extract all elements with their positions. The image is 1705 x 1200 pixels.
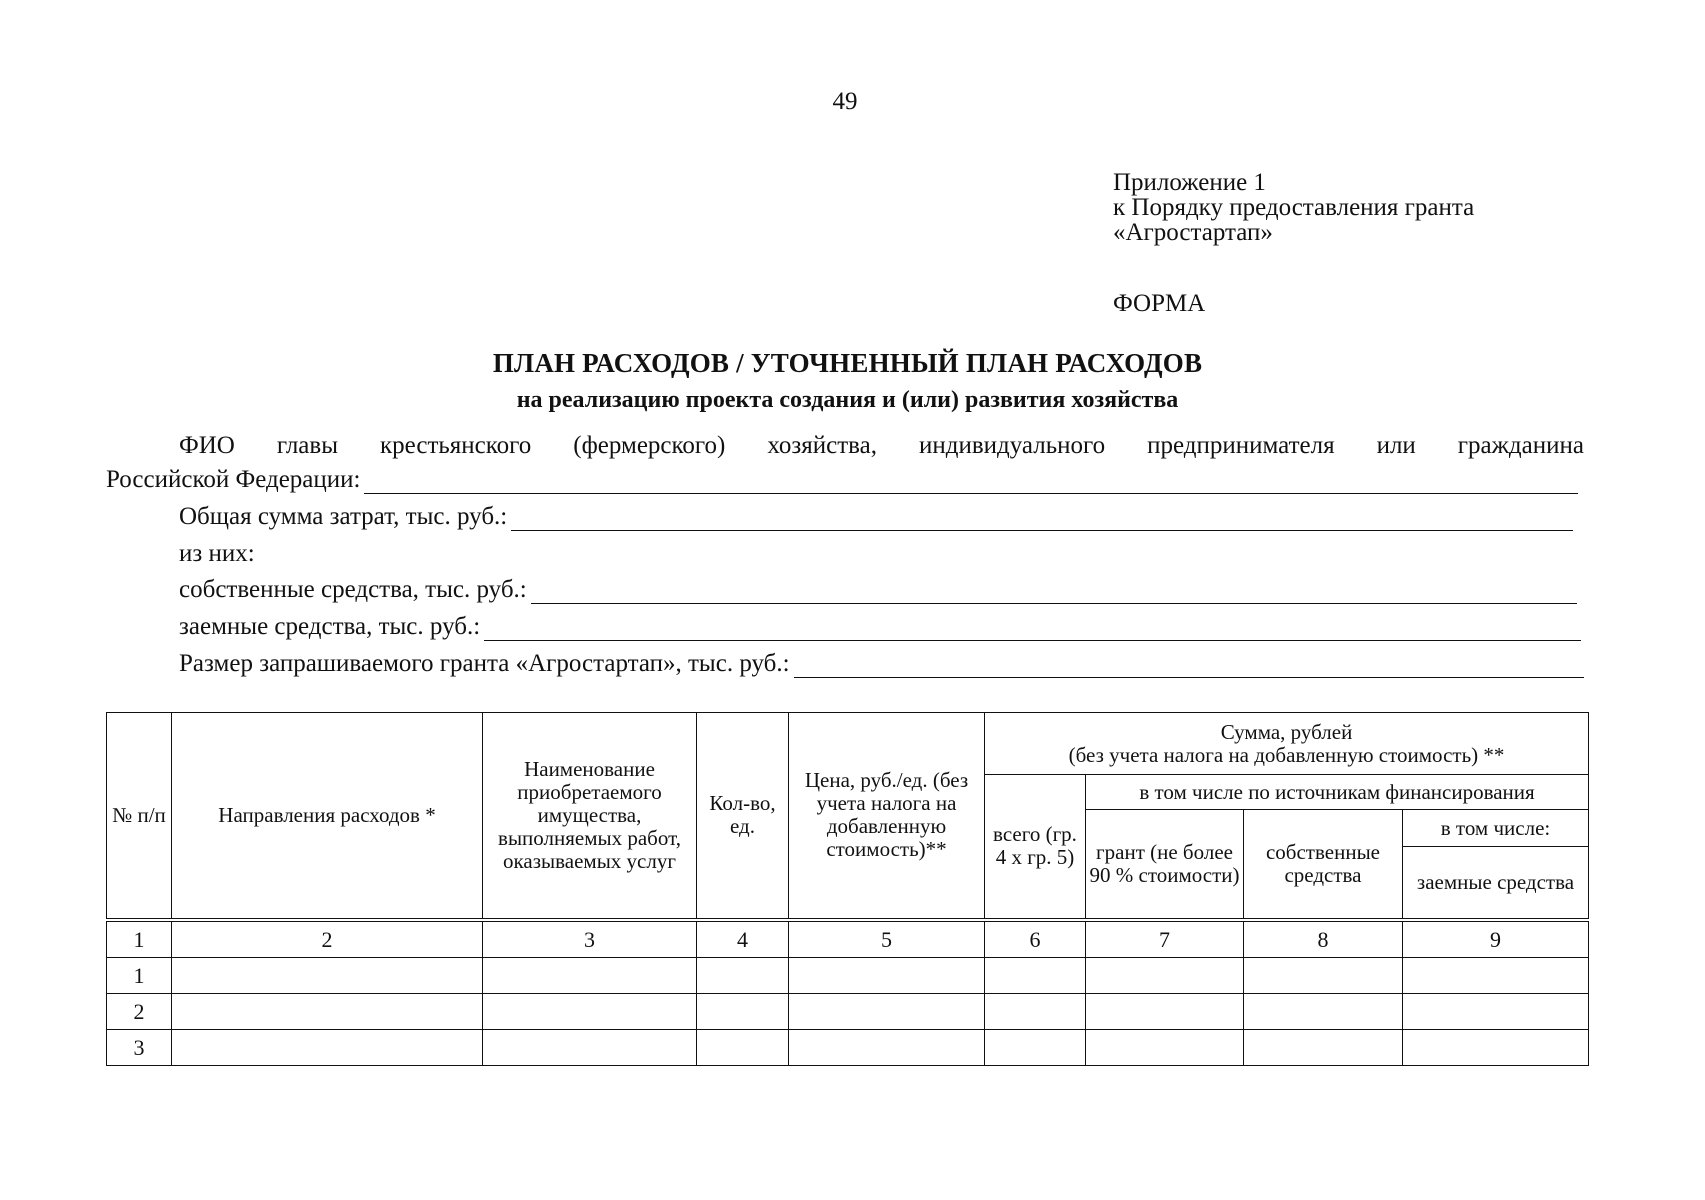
fio-word: предпринимателя (1147, 432, 1335, 459)
column-number: 1 (107, 920, 172, 958)
header-qty: Кол-во, ед. (697, 713, 789, 920)
column-number: 6 (985, 920, 1086, 958)
header-grant: грант (не более 90 % стоимости) (1086, 810, 1244, 920)
column-number: 9 (1403, 920, 1589, 958)
cell-total[interactable] (985, 993, 1086, 1029)
header-total: всего (гр. 4 х гр. 5) (985, 775, 1086, 920)
fio-word: индивидуального (918, 432, 1106, 459)
grant-amount-fill-line[interactable] (794, 655, 1584, 678)
total-cost-field (179, 503, 1573, 531)
fio-fill-line[interactable] (364, 471, 1578, 494)
header-name: Наименование приобретаемого имущества, выполняемых работ, оказываемых услуг (483, 713, 697, 920)
borrowed-funds-label: заемные средства, тыс. руб.: (179, 613, 481, 640)
appendix-line-1: Приложение 1 (1113, 169, 1266, 196)
document-subtitle: на реализацию проекта создания и (или) развития хозяйства (516, 387, 1179, 413)
cell-own[interactable] (1244, 957, 1403, 993)
cell-borrowed[interactable] (1403, 1029, 1589, 1065)
appendix-line-2: к Порядку предоставления гранта (1113, 194, 1475, 221)
own-funds-label: собственные средства, тыс. руб.: (179, 576, 527, 603)
header-sum-line-1: Сумма, рублей (1220, 719, 1353, 744)
header-incl: в том числе: (1403, 810, 1589, 847)
cell-own[interactable] (1244, 993, 1403, 1029)
table-row (107, 1029, 1589, 1065)
cell-qty[interactable] (697, 1029, 789, 1065)
fio-word: или (1376, 432, 1416, 459)
total-cost-fill-line[interactable] (511, 508, 1573, 531)
column-number: 5 (789, 920, 985, 958)
cell-name[interactable] (483, 957, 697, 993)
fio-word: гражданина (1457, 432, 1584, 459)
cell-qty[interactable] (697, 993, 789, 1029)
header-sum (985, 713, 1589, 775)
cell-direction[interactable] (172, 993, 483, 1029)
grant-amount-label: Размер запрашиваемого гранта «Агростартап», тыс. руб.: (179, 650, 790, 677)
cell-name[interactable] (483, 993, 697, 1029)
fio-field-label-cont: Российской Федерации: (106, 466, 361, 493)
row-number: 2 (107, 993, 172, 1029)
header-num: № п/п (107, 713, 172, 920)
cell-qty[interactable] (697, 957, 789, 993)
cell-grant[interactable] (1086, 993, 1244, 1029)
header-direction: Направления расходов * (172, 713, 483, 920)
cell-total[interactable] (985, 957, 1086, 993)
borrowed-funds-fill-line[interactable] (484, 618, 1581, 641)
borrowed-funds-field (179, 613, 1581, 641)
cell-borrowed[interactable] (1403, 957, 1589, 993)
cell-total[interactable] (985, 1029, 1086, 1065)
cell-price[interactable] (789, 957, 985, 993)
fio-word: главы (276, 432, 339, 459)
appendix-line-3: «Агростартап» (1113, 219, 1273, 246)
header-price: Цена, руб./ед. (без учета налога на добавленную стоимость)** (789, 713, 985, 920)
total-cost-label: Общая сумма затрат, тыс. руб.: (179, 503, 508, 530)
column-number-row (107, 920, 1589, 958)
cell-grant[interactable] (1086, 957, 1244, 993)
column-number: 2 (172, 920, 483, 958)
of-them-text: из них: (179, 540, 255, 567)
grant-amount-field (179, 650, 1584, 678)
cell-direction[interactable] (172, 1029, 483, 1065)
document-title: ПЛАН РАСХОДОВ / УТОЧНЕННЫЙ ПЛАН РАСХОДОВ (492, 348, 1203, 378)
column-number: 3 (483, 920, 697, 958)
fio-field (106, 466, 1578, 494)
cell-direction[interactable] (172, 957, 483, 993)
header-sources: в том числе по источникам финансирования (1086, 775, 1589, 810)
fio-word: крестьянского (380, 432, 532, 459)
expense-plan-table (106, 712, 1589, 1066)
cell-price[interactable] (789, 1029, 985, 1065)
table-row (107, 993, 1589, 1029)
own-funds-fill-line[interactable] (531, 581, 1577, 604)
row-number: 1 (107, 957, 172, 993)
column-number: 8 (1244, 920, 1403, 958)
cell-price[interactable] (789, 993, 985, 1029)
of-them-label (179, 540, 579, 568)
row-number: 3 (107, 1029, 172, 1065)
appendix-reference (1113, 170, 1474, 245)
header-sum-line-2: (без учета налога на добавленную стоимость) ** (1068, 742, 1505, 767)
cell-grant[interactable] (1086, 1029, 1244, 1065)
fio-word: ФИО (179, 432, 235, 459)
header-own: собственные средства (1244, 810, 1403, 920)
table-row (107, 957, 1589, 993)
cell-borrowed[interactable] (1403, 993, 1589, 1029)
page-number: 49 (832, 88, 858, 115)
fio-field-label (179, 432, 1584, 460)
fio-word: хозяйства, (767, 432, 877, 459)
cell-own[interactable] (1244, 1029, 1403, 1065)
own-funds-field (179, 576, 1577, 604)
header-borrowed: заемные средства (1403, 847, 1589, 920)
form-label: ФОРМА (1113, 290, 1206, 317)
column-number: 4 (697, 920, 789, 958)
column-number: 7 (1086, 920, 1244, 958)
fio-word: (фермерского) (573, 432, 726, 459)
cell-name[interactable] (483, 1029, 697, 1065)
